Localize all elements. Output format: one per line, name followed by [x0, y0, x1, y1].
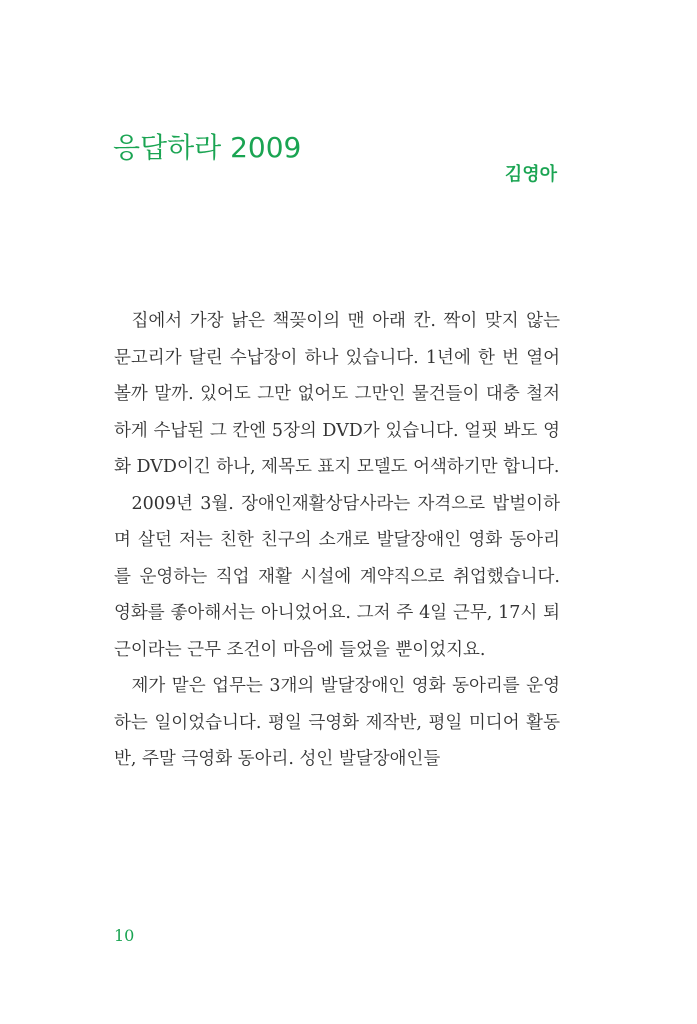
chapter-title: 응답하라 2009 — [113, 131, 302, 164]
author-name: 김영아 — [504, 164, 557, 185]
paragraph: 2009년 3월. 장애인재활상담사라는 자격으로 밥벌이하며 살던 저는 친한 친구의 소개로 발달장애인 영화 동아리를 운영하는 직업 재활 시설에 계약직으로 취업했습니다. 영화를 좋아해서는 아니었어요. 그저 주 4일 근무, 17시 퇴근이라는 근무 조건이 마음에 들었을 뿐이었지요. — [114, 493, 560, 660]
body-text — [114, 303, 560, 778]
paragraph: 집에서 가장 낡은 책꽂이의 맨 아래 칸. 짝이 맞지 않는 문고리가 달린 수납장이 하나 있습니다. 1년에 한 번 열어 볼까 말까. 있어도 그만 없어도 그만인 물건들이 대충 철저하게 수납된 그 칸엔 5장의 DVD가 있습니다. 얼핏 봐도 영화 DVD이긴 하나, 제목도 표지 모델도 어색하기만 합니다. — [114, 311, 560, 477]
paragraph: 제가 맡은 업무는 3개의 발달장애인 영화 동아리를 운영하는 일이었습니다. 평일 극영화 제작반, 평일 미디어 활동반, 주말 극영화 동아리. 성인 발달장애인들 — [114, 676, 560, 769]
page-number: 10 — [114, 926, 135, 945]
